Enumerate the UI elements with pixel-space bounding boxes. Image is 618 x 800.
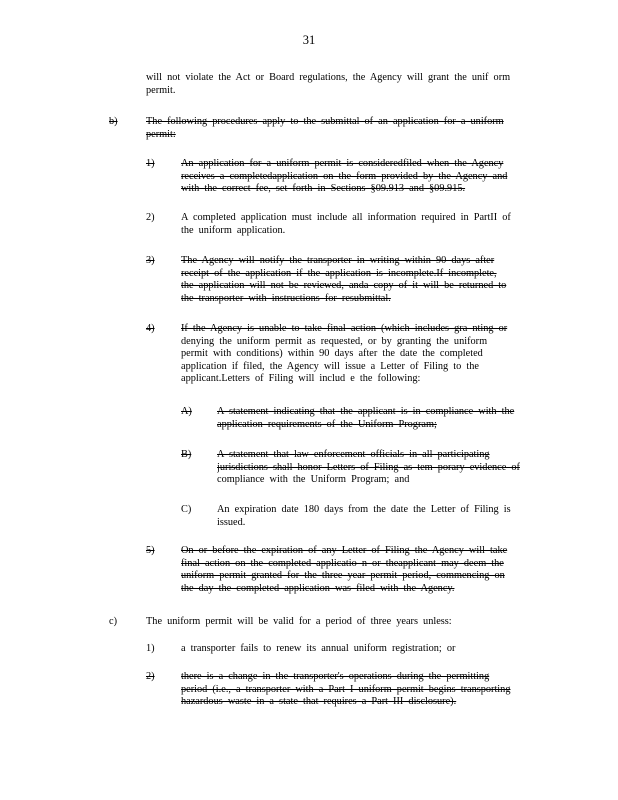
text-line: the application will not be reviewed, anda copy of it will be returned to [181, 280, 507, 292]
text-line: The uniform permit will be valid for a period of three years unless: [146, 616, 452, 627]
item-c2-label: 2) [146, 671, 155, 682]
item-b3-paragraph [181, 255, 538, 305]
text-line: there is a change in the transporter's operations during the permitting [181, 671, 490, 682]
page-number: 31 [302, 33, 316, 47]
text-line: issued. [217, 516, 246, 528]
item-b5-paragraph [181, 545, 538, 595]
subitem-c-label: C) [181, 504, 192, 515]
item-c1-paragraph [181, 643, 538, 656]
text-line: applicant.Letters of Filing will includ e the following: [181, 373, 421, 385]
intro-paragraph [146, 72, 529, 97]
text-line: A completed application must include all information required in PartII of [181, 212, 511, 223]
text-line: jurisdictions shall honor Letters of Filing as tem porary evidence of [217, 461, 520, 473]
text-line: A statement that law enforcement officials in all participating [217, 449, 490, 460]
text-line: The Agency will notify the transporter in writing within 90 days after [181, 255, 495, 266]
text-line: with the correct fee, set forth in Sections §09.913 and §09.915. [181, 183, 466, 195]
item-b3-label: 3) [146, 255, 155, 266]
text-line: compliance with the Uniform Program; and [217, 474, 410, 486]
item-b2-paragraph [181, 212, 538, 237]
subitem-a-label: A) [181, 406, 192, 417]
subitem-c-paragraph [217, 504, 538, 529]
text-line: the uniform application. [181, 224, 286, 236]
text-line: final action on the completed applicatio n or theapplicant may deem the [181, 557, 504, 569]
text-line: permit: [146, 128, 176, 140]
text-line: permit with conditions) within 90 days after the date the completed [181, 348, 483, 360]
text-line: receipt of the application if the application is incomplete.If incomplete, [181, 267, 497, 279]
item-b4-paragraph [181, 323, 538, 386]
item-b1-paragraph [181, 158, 538, 196]
text-line: hazardous waste in a state that requires a Part III disclosure). [181, 696, 457, 708]
section-b-paragraph [146, 116, 529, 141]
text-line: receives a completedapplication on the form provided by the Agency and [181, 170, 508, 182]
item-b1-label: 1) [146, 158, 155, 169]
item-b4-label: 4) [146, 323, 155, 334]
section-b-label: b) [109, 116, 118, 127]
text-line: On or before the expiration of any Letter of Filing the Agency will take [181, 545, 508, 556]
text-line: denying the uniform permit as requested, or by granting the uniform [181, 335, 488, 347]
subitem-b-label: B) [181, 449, 192, 460]
text-line: period (i.e., a transporter with a Part I uniform permit begins transporting [181, 683, 511, 695]
text-line: application if filed, the Agency will issue a Letter of Filing to the [181, 360, 479, 372]
text-line: a transporter fails to renew its annual uniform registration; or [181, 643, 456, 654]
text-line: the day the completed application was filed with the Agency. [181, 582, 455, 594]
text-line: If the Agency is unable to take final action (which includes gra nting or [181, 323, 508, 334]
subitem-b-paragraph [217, 449, 538, 487]
text-line: uniform permit granted for the three year permit period, commencing on [181, 570, 505, 582]
subitem-a-paragraph [217, 406, 538, 431]
text-line: application requirements of the Uniform Program; [217, 418, 437, 430]
item-b2-label: 2) [146, 212, 155, 223]
text-line: A statement indicating that the applicant is in compliance with the [217, 406, 515, 417]
text-line: the transporter with instructions for resubmittal. [181, 292, 391, 304]
section-c-label: c) [109, 616, 117, 627]
text-line: An application for a uniform permit is consideredfiled when the Agency [181, 158, 504, 169]
item-b5-label: 5) [146, 545, 155, 556]
item-c1-label: 1) [146, 643, 155, 654]
item-c2-paragraph [181, 671, 538, 709]
text-line: will not violate the Act or Board regulations, the Agency will grant the unif orm [146, 72, 511, 83]
text-line: permit. [146, 84, 176, 96]
text-line: The following procedures apply to the submittal of an application for a uniform [146, 116, 504, 127]
section-c-paragraph [146, 616, 529, 629]
text-line: An expiration date 180 days from the date the Letter of Filing is [217, 504, 511, 515]
